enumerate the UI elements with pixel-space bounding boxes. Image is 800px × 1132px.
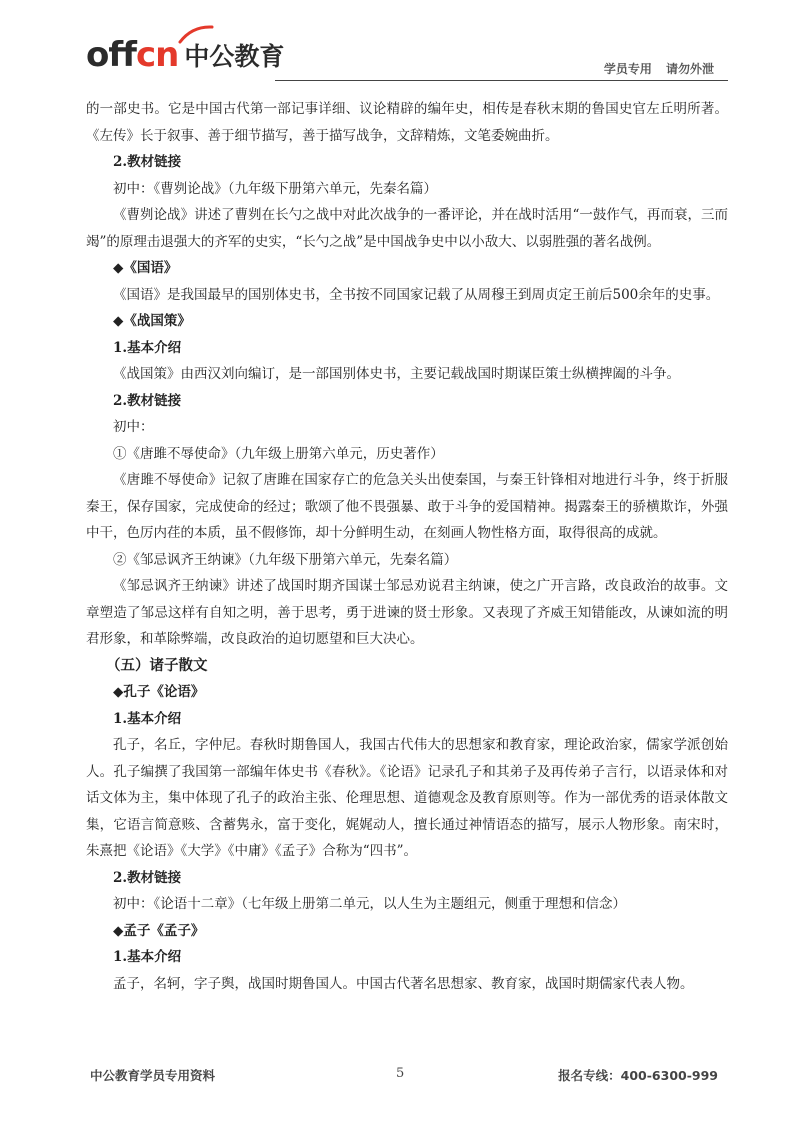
section-heading: ◆孔子《论语》	[113, 684, 205, 700]
paragraph: 孔子，名丘，字仲尼。春秋时期鲁国人，我国古代伟大的思想家和教育家，理论政治家，儒家学派创始人。孔子编撰了我国第一部编年体史书《春秋》。《论语》记录孔子和其弟子及再传弟子言行，以语录体和对话文体为主，集中体现了孔子的政治主张、伦理思想、道德观念及教育原则等。作为一部优秀的语录体散文集，它语言简意赅、含蓄隽永，富于变化，娓娓动人，擅长通过神情语态的描写，展示人物形象。南宋时，朱熹把《论语》《大学》《中庸》《孟子》合称为“四书”。	[86, 737, 728, 859]
paragraph: 的一部史书。它是中国古代第一部记事详细、议论精辟的编年史，相传是春秋末期的鲁国史官左丘明所著。《左传》长于叙事、善于细节描写，善于描写战争，文辞精炼，文笔委婉曲折。	[86, 101, 728, 144]
section-heading: 2.教材链接	[113, 154, 182, 170]
paragraph: ②《邹忌讽齐王纳谏》（九年级下册第六单元，先秦名篇）	[113, 551, 458, 568]
section-heading: ◆孟子《孟子》	[113, 922, 205, 939]
page-number: 5	[396, 1066, 405, 1081]
section-heading: 1.基本介绍	[113, 949, 182, 965]
footer-label: 中公教育学员专用资料	[90, 1068, 216, 1083]
paragraph: 《国语》是我国最早的国别体史书，全书按不同国家记载了从周穆王到周贞定王前后500余年的史事。	[113, 286, 720, 303]
logo-chinese-name: 中公教育	[184, 42, 285, 71]
paragraph: 初中：《论语十二章》（七年级上册第二单元，以人生为主题组元，侧重于理想和信念）	[113, 896, 626, 912]
paragraph: 《曹刿论战》讲述了曹刿在长勺之战中对此次战争的一番评论，并在战时活用“一鼓作气，再而衰，三而竭”的原理击退强大的齐军的史实，“长勺之战”是中国战争史中以小敌大、以弱胜强的著名战例。	[86, 207, 728, 250]
paragraph: 《唐雎不辱使命》记叙了唐雎在国家存亡的危急关头出使秦国，与秦王针锋相对地进行斗争，终于折服秦王，保存国家，完成使命的经过；歌颂了他不畏强暴、敢于斗争的爱国精神。揭露秦王的骄横欺诈，外强中干，色厉内荏的本质，虽不假修饰，却十分鲜明生动，在刻画人物性格方面，取得很高的成就。	[86, 472, 728, 541]
paragraph: 《邹忌讽齐王纳谏》讲述了战国时期齐国谋士邹忌劝说君主纳谏，使之广开言路，改良政治的故事。文章塑造了邹忌这样有自知之明，善于思考，勇于进谏的贤士形象。又表现了齐威王知错能改，从谏如流的明君形象，和革除弊端，改良政治的迫切愿望和巨大决心。	[86, 578, 728, 647]
section-heading: 2.教材链接	[113, 869, 182, 886]
document-body	[86, 96, 728, 997]
section-heading: ◆《国语》	[113, 260, 178, 276]
paragraph: 孟子，名轲，字子舆，战国时期鲁国人。中国古代著名思想家、教育家，战国时期儒家代表人物。	[113, 975, 694, 992]
paragraph: 初中：	[113, 419, 154, 435]
page-footer	[86, 1066, 728, 1090]
paragraph: 初中：《曹刿论战》（九年级下册第六单元，先秦名篇）	[113, 180, 437, 197]
section-heading: 2.教材链接	[113, 392, 182, 409]
section-heading: 1.基本介绍	[113, 710, 182, 727]
logo-swoosh-icon	[178, 24, 214, 44]
chapter-heading: （五）诸子散文	[106, 656, 208, 674]
header-notice: 学员专用 请勿外泄	[603, 62, 714, 76]
page-header	[0, 0, 800, 90]
section-heading: 1.基本介绍	[113, 339, 182, 356]
header-divider	[275, 80, 728, 81]
logo-wordmark: offcn	[86, 38, 178, 72]
paragraph: ①《唐雎不辱使命》（九年级上册第六单元，历史著作）	[113, 445, 444, 462]
offcn-logo	[86, 35, 285, 75]
paragraph: 《战国策》由西汉刘向编订，是一部国别体史书，主要记载战国时期谋臣策士纵横捭阖的斗争。	[113, 366, 680, 382]
section-heading: ◆《战国策》	[113, 313, 191, 329]
footer-hotline: 报名专线：400-6300-999	[558, 1068, 718, 1083]
